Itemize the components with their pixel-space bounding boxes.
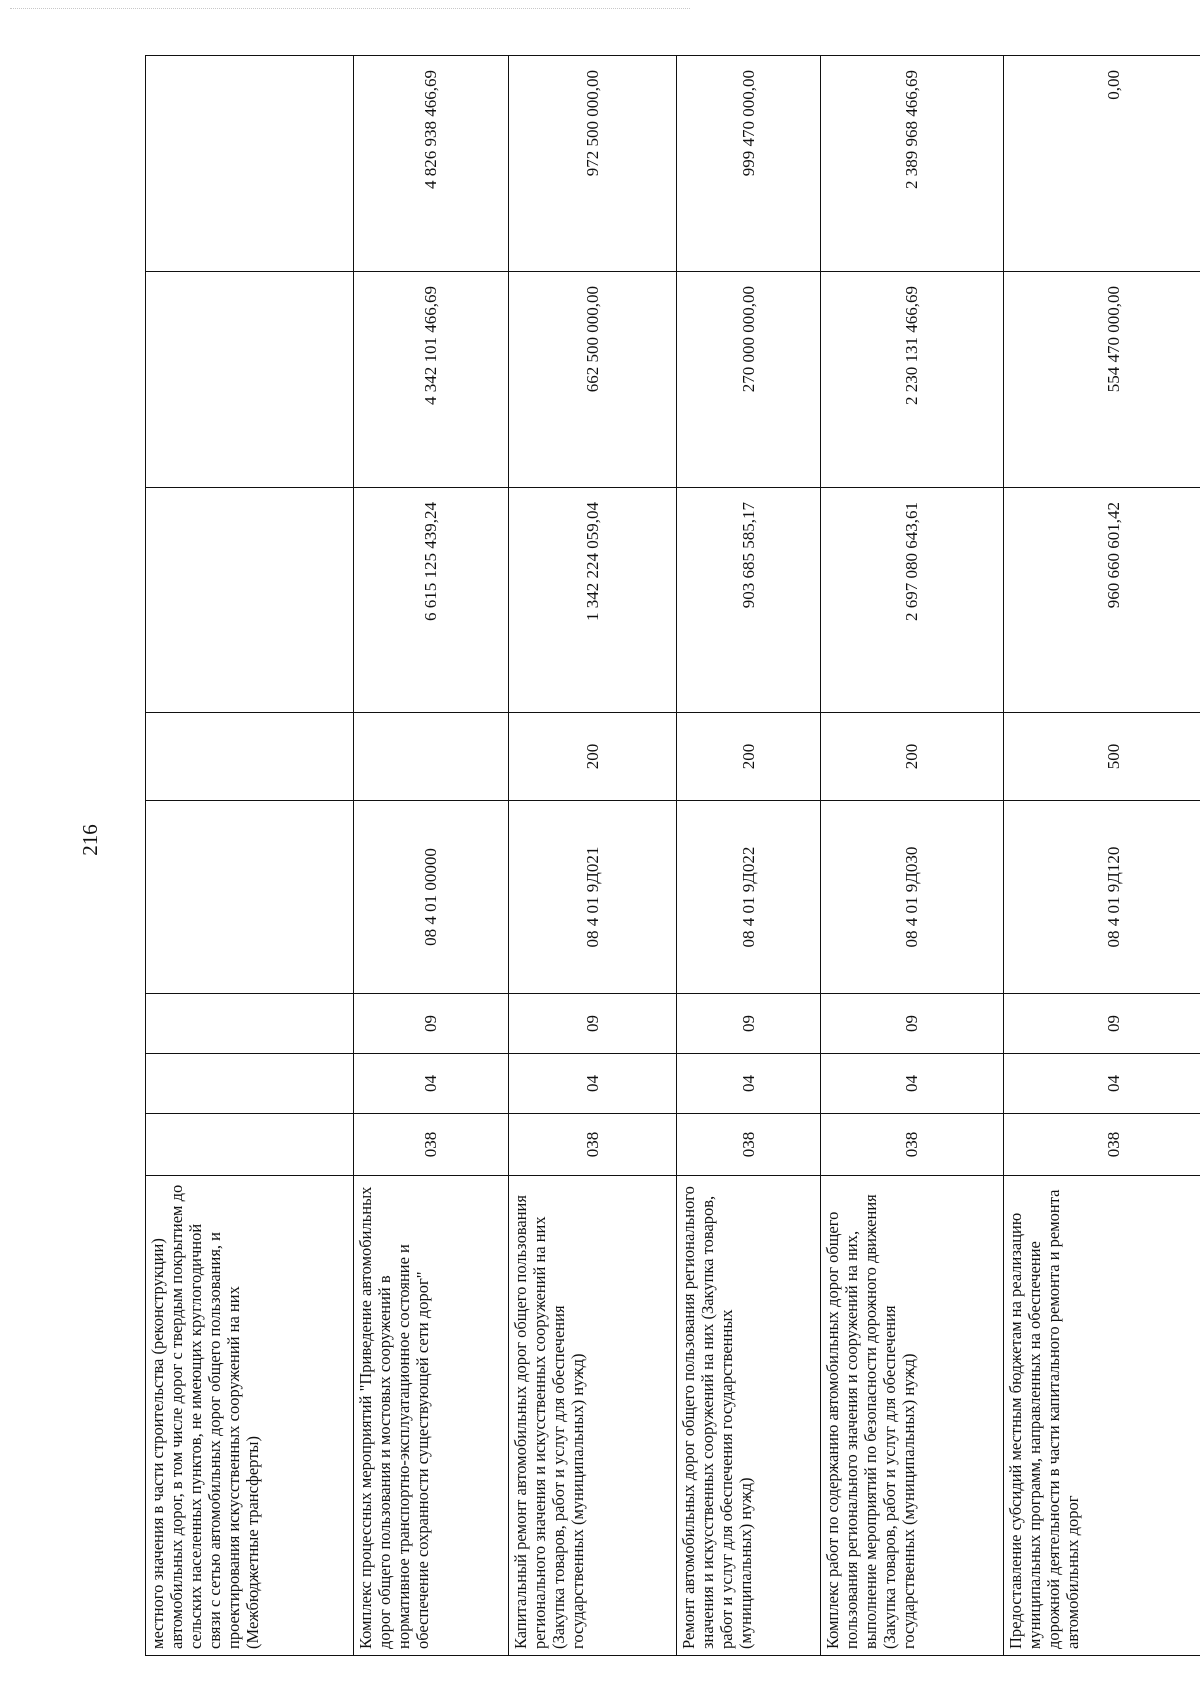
- row-csr-code: 08 4 01 9Д030: [821, 801, 1004, 994]
- table-row: [354, 56, 509, 1656]
- row-amount-1: 1 342 224 059,04: [508, 488, 676, 713]
- row-gr-code: 038: [508, 1114, 676, 1176]
- row-vr-code: 200: [508, 713, 676, 801]
- row-amount-2: 554 470 000,00: [1003, 272, 1200, 488]
- row-description: Комплекс работ по содержанию автомобильных дорог общего пользования регионального значения и сооружений на них, выполнение мероприятий по безопасности дорожного движения (Закупка товаров, работ и услуг для обеспечения государственных (муниципальных) нужд): [821, 1176, 1004, 1656]
- row-pr-code: 09: [677, 994, 821, 1054]
- row-vr-code: 200: [677, 713, 821, 801]
- row-amount-1: 6 615 125 439,24: [354, 488, 509, 713]
- row-description: Ремонт автомобильных дорог общего пользования регионального значения и искусственных сооружений на них (Закупка товаров, работ и услуг для обеспечения государственных (муниципальных) нужд): [677, 1176, 821, 1656]
- row-amount-2: 4 342 101 466,69: [354, 272, 509, 488]
- row-amount-3: 0,00: [1003, 56, 1200, 272]
- table-row: [1003, 56, 1200, 1656]
- row-pr-code: 09: [508, 994, 676, 1054]
- row-gr-code: 038: [1003, 1114, 1200, 1176]
- row-amount-2: 270 000 000,00: [677, 272, 821, 488]
- row-gr-code: 038: [677, 1114, 821, 1176]
- budget-table-rotated: [145, 56, 1200, 1656]
- table-row: [821, 56, 1004, 1656]
- row-gr-code: [146, 1114, 354, 1176]
- row-rz-code: 04: [677, 1054, 821, 1114]
- row-pr-code: 09: [1003, 994, 1200, 1054]
- row-pr-code: 09: [354, 994, 509, 1054]
- row-pr-code: [146, 994, 354, 1054]
- row-vr-code: 200: [821, 713, 1004, 801]
- table-row: [677, 56, 821, 1656]
- row-vr-code: [146, 713, 354, 801]
- budget-table: [145, 55, 1200, 1656]
- row-rz-code: 04: [821, 1054, 1004, 1114]
- row-amount-2: 662 500 000,00: [508, 272, 676, 488]
- row-amount-2: [146, 272, 354, 488]
- row-vr-code: 500: [1003, 713, 1200, 801]
- page-number: 216: [78, 824, 102, 856]
- row-amount-1: 903 685 585,17: [677, 488, 821, 713]
- row-vr-code: [354, 713, 509, 801]
- row-gr-code: 038: [821, 1114, 1004, 1176]
- row-amount-1: [146, 488, 354, 713]
- row-amount-3: 999 470 000,00: [677, 56, 821, 272]
- row-rz-code: 04: [1003, 1054, 1200, 1114]
- row-description: местного значения в части строительства (реконструкции) автомобильных дорог, в том числе дорог с твердым покрытием до сельских населенных пунктов, не имеющих круглогодичной связи с сетью автомобильных дорог общего пользования, и проектирования искусственных сооружений на них (Межбюджетные трансферты): [146, 1176, 354, 1656]
- row-csr-code: 08 4 01 9Д120: [1003, 801, 1200, 994]
- table-row: [508, 56, 676, 1656]
- row-description: Комплекс процессных мероприятий "Приведение автомобильных дорог общего пользования и мостовых сооружений в нормативное транспортно-эксплуатационное состояние и обеспечение сохранности существующей сети дорог": [354, 1176, 509, 1656]
- row-rz-code: 04: [508, 1054, 676, 1114]
- row-csr-code: 08 4 01 9Д021: [508, 801, 676, 994]
- row-csr-code: 08 4 01 00000: [354, 801, 509, 994]
- row-amount-1: 2 697 080 643,61: [821, 488, 1004, 713]
- row-amount-3: [146, 56, 354, 272]
- row-amount-3: 2 389 968 466,69: [821, 56, 1004, 272]
- row-amount-3: 4 826 938 466,69: [354, 56, 509, 272]
- row-amount-1: 960 660 601,42: [1003, 488, 1200, 713]
- row-pr-code: 09: [821, 994, 1004, 1054]
- table-row: [146, 56, 354, 1656]
- row-rz-code: 04: [354, 1054, 509, 1114]
- row-amount-2: 2 230 131 466,69: [821, 272, 1004, 488]
- scan-border-artifact: [10, 8, 690, 9]
- row-amount-3: 972 500 000,00: [508, 56, 676, 272]
- row-description: Предоставление субсидий местным бюджетам на реализацию муниципальных программ, направленных на обеспечение дорожной деятельности в части капитального ремонта и ремонта автомобильных дорог: [1003, 1176, 1200, 1656]
- row-rz-code: [146, 1054, 354, 1114]
- row-description: Капитальный ремонт автомобильных дорог общего пользования регионального значения и искусственных сооружений на них (Закупка товаров, работ и услуг для обеспечения государственных (муниципальных) нужд): [508, 1176, 676, 1656]
- row-csr-code: 08 4 01 9Д022: [677, 801, 821, 994]
- row-csr-code: [146, 801, 354, 994]
- row-gr-code: 038: [354, 1114, 509, 1176]
